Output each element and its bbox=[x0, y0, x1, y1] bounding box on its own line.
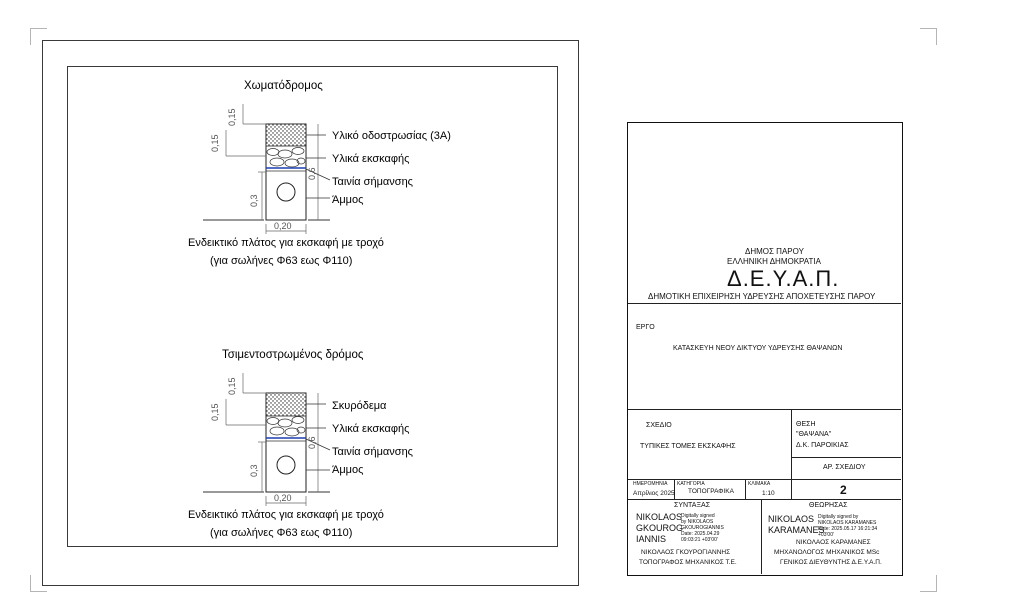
drawing-label: ΣΧΕΔΙΟ bbox=[646, 422, 672, 429]
dim-label: 0,20 bbox=[274, 221, 292, 231]
layer-label: Άμμος bbox=[332, 464, 364, 476]
reviewed-label: ΘΕΩΡΗΣΑΣ bbox=[809, 502, 848, 509]
date-label: ΗΜΕΡΟΜΗΝΙΑ bbox=[633, 481, 668, 487]
dim-label: 0,3 bbox=[249, 194, 259, 207]
signature-meta: Digitally signed bbox=[681, 513, 715, 519]
scale-label: ΚΛΙΜΑΚΑ bbox=[748, 481, 771, 487]
date-value: Απρίλιος 2025 bbox=[633, 490, 675, 497]
dim-label: 0,15 bbox=[227, 377, 237, 395]
signature-meta: +03'00' bbox=[818, 532, 834, 538]
category-value: ΤΟΠΟΓΡΑΦΙΚΑ bbox=[688, 488, 734, 495]
signature-name: NIKOLAOS bbox=[768, 514, 815, 524]
layer-label: Άμμος bbox=[332, 194, 364, 206]
signature-name: GKOUROG bbox=[636, 523, 684, 533]
section-concrete-note-sub: (για σωλήνες Φ63 εως Φ110) bbox=[210, 527, 353, 539]
layer-label: Υλικά εκσκαφής bbox=[332, 423, 410, 435]
dim-label: 0,15 bbox=[227, 108, 237, 126]
section-unpaved-note-sub: (για σωλήνες Φ63 εως Φ110) bbox=[210, 255, 353, 267]
drawing-number-label: ΑΡ. ΣΧΕΔΙΟΥ bbox=[823, 464, 866, 471]
signer-role: ΤΟΠΟΓΡΑΦΟΣ ΜΗΧΑΝΙΚΟΣ Τ.Ε. bbox=[639, 559, 737, 566]
signer-name: ΝΙΚΟΛΑΟΣ ΓΚΟΥΡΟΓΙΑΝΝΗΣ bbox=[641, 549, 731, 556]
title-block bbox=[627, 122, 903, 576]
republic: ΕΛΛΗΝΙΚΗ ΔΗΜΟΚΡΑΤΙΑ bbox=[727, 257, 821, 266]
signature-meta: GKOUROGIANNIS bbox=[681, 525, 724, 531]
signature-meta: by NIKOLAOS bbox=[681, 519, 714, 525]
dim-label: 0,15 bbox=[210, 403, 220, 421]
signature-meta: Date: 2025.05.17 16:21:34 bbox=[818, 526, 878, 532]
municipality: ΔΗΜΟΣ ΠΑΡΟΥ bbox=[745, 247, 804, 256]
signature-name: NIKOLAOS bbox=[636, 512, 683, 522]
section-concrete-title: Τσιμεντοστρωμένος δρόμος bbox=[222, 349, 364, 361]
layer-label: Ταινία σήμανσης bbox=[332, 446, 413, 458]
org-acronym: Δ.Ε.Υ.Α.Π. bbox=[727, 266, 840, 291]
section-concrete-note: Ενδεικτικό πλάτος για εκσκαφή με τροχό bbox=[188, 509, 384, 521]
signature-meta: Date: 2025.04.29 bbox=[681, 531, 720, 537]
signature-meta: Digitally signed by bbox=[818, 514, 859, 520]
signer-name: ΝΙΚΟΛΑΟΣ ΚΑΡΑΜΑΝΕΣ bbox=[796, 539, 871, 546]
layer-label: Ταινία σήμανσης bbox=[332, 176, 413, 188]
layer-label: Σκυρόδεμα bbox=[332, 400, 387, 412]
signature-name: KARAMANES bbox=[768, 525, 825, 535]
signature-meta: NIKOLAOS KARAMANES bbox=[818, 520, 877, 526]
drawing-number: 2 bbox=[840, 483, 847, 497]
signer-role: ΓΕΝΙΚΟΣ ΔΙΕΥΘΥΝΤΗΣ Δ.Ε.Υ.Α.Π. bbox=[780, 559, 882, 566]
dim-label: 0,15 bbox=[210, 134, 220, 152]
signature-meta: 09:03:21 +03'00' bbox=[681, 537, 718, 543]
section-unpaved-note: Ενδεικτικό πλάτος για εκσκαφή με τροχό bbox=[188, 237, 384, 249]
dim-label: 0,20 bbox=[274, 493, 292, 503]
signer-role: ΜΗΧΑΝΟΛΟΓΟΣ ΜΗΧΑΝΙΚΟΣ MSc bbox=[774, 549, 880, 556]
scale-value: 1:10 bbox=[762, 490, 775, 497]
location-name: "ΘΑΨΑΝΑ" bbox=[796, 431, 832, 438]
drawing-name: ΤΥΠΙΚΕΣ ΤΟΜΕΣ ΕΚΣΚΑΦΗΣ bbox=[640, 443, 736, 450]
category-label: ΚΑΤΗΓΟΡΙΑ bbox=[677, 481, 705, 487]
project-label: ΕΡΓΟ bbox=[636, 324, 655, 331]
dim-label: 0,3 bbox=[249, 464, 259, 477]
layer-label: Υλικά εκσκαφής bbox=[332, 153, 410, 165]
project-name: ΚΑΤΑΣΚΕΥΗ ΝΕΟΥ ΔΙΚΤΥΟΥ ΥΔΡΕΥΣΗΣ ΘΑΨΑΝΩΝ bbox=[673, 345, 843, 352]
signature-name: IANNIS bbox=[636, 534, 667, 544]
org-full-name: ΔΗΜΟΤΙΚΗ ΕΠΙΧΕΙΡΗΣΗ ΥΔΡΕΥΣΗΣ ΑΠΟΧΕΤΕΥΣΗΣ ΠΑΡΟΥ bbox=[648, 292, 876, 301]
section-unpaved-title: Χωματόδρομος bbox=[244, 80, 323, 92]
compiled-label: ΣΥΝΤΑΞΑΣ bbox=[674, 502, 711, 509]
location-label: ΘΕΣΗ bbox=[796, 421, 816, 428]
dim-label: 0,6 bbox=[307, 167, 317, 180]
layer-label: Υλικό οδοστρωσίας (3Α) bbox=[332, 130, 451, 142]
dim-label: 0,6 bbox=[307, 436, 317, 449]
location-area: Δ.Κ. ΠΑΡΟΙΚΙΑΣ bbox=[796, 442, 849, 449]
